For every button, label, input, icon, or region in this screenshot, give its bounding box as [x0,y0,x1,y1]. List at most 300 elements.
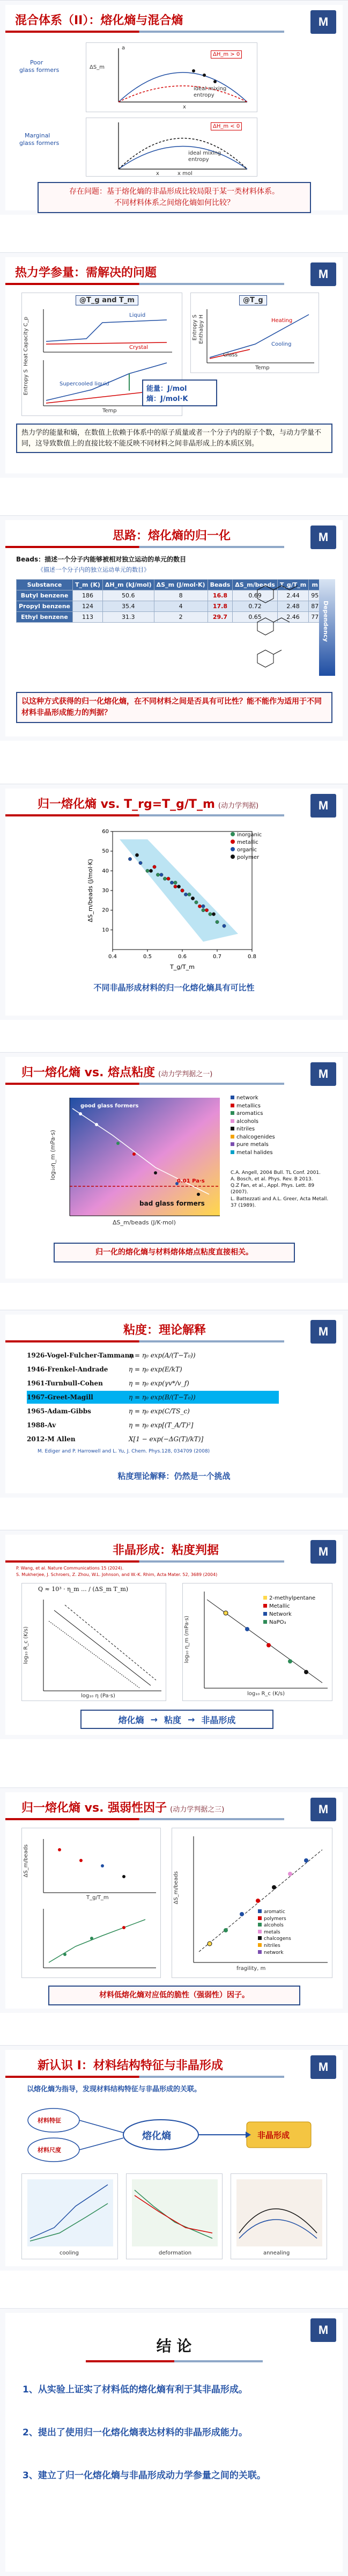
x-label: x [156,171,159,177]
data-point [266,1643,271,1647]
legend-item [263,1610,315,1618]
trg-legend [231,831,262,862]
cp-crystal-curve [46,342,167,344]
equation-name: 1946-Frenkel-Andrade [27,1366,108,1373]
supercooled-label: Supercooled liquid [60,381,109,387]
slide-title [21,1063,212,1080]
marginal-label: Marginal [25,132,50,139]
flow-glass: 非晶形成 [201,1714,236,1725]
scatter-point-polymer [191,896,194,900]
table-cell: 8 [154,590,208,601]
scatter-point-inorganic [209,913,212,916]
slide-title-main: 归一熔化熵 vs. T_rg=T_g/T_m [38,798,215,811]
logo: M [310,2318,336,2342]
slide-title: 非晶形成：粘度判据 [113,1544,219,1557]
legend-label: aromatic [264,1909,285,1915]
legend-label: nitriles [236,1126,255,1132]
edge-2 [79,2138,123,2150]
legend-item [263,1618,315,1626]
y-tick-label: 60 [102,829,109,835]
slide-fragility [0,1787,348,2013]
eta-rc-plot [182,1583,332,1701]
structure-plot-1 [21,2173,118,2259]
data-point [197,1193,200,1196]
slide-viscosity-criterion [0,1052,348,1283]
threshold-label: 0.01 Pa·s [177,1178,205,1184]
poor-label: Poor [30,59,43,66]
benzene-ring-2 [257,618,273,635]
data-point [79,1859,83,1862]
ethyl-chain [273,650,282,654]
legend-label: inorganic [237,832,262,838]
fragility-left-plots [21,1828,161,1978]
structure-plot-1-svg [22,2174,119,2260]
legend-item [231,1094,275,1103]
node-center: 熔化熵 [142,2130,171,2142]
note-line-2: 不同材料体系之间熔化熵如何比较？ [114,199,234,207]
legend-item [263,1602,315,1610]
table-cell: 0.65 [233,612,278,623]
legend-swatch [231,1142,234,1146]
slide-title-sub: (动力学判据之三) [170,1806,225,1814]
real-curve [119,86,247,102]
marginal-label-2: glass formers [19,140,60,147]
mixing-plot-bottom [19,118,257,177]
legend-label: metallics [236,1103,261,1109]
slide-title: 结 论 [156,2337,192,2355]
dependency-arrow [319,579,335,676]
scatter-point-organic [184,893,187,896]
plot-1-xlabel: cooling [60,2250,79,2256]
fragility-left-svg [22,1828,161,1979]
scatter-point-polymer [212,913,215,916]
table-cell: 50.6 [102,590,154,601]
flow-entropy: 熔化熵 [118,1714,144,1725]
y-tick-label: 50 [102,848,109,855]
table-cell: 186 [73,590,103,601]
equation-name: 1965-Adam-Gibbs [27,1407,91,1415]
legend-item [258,1909,291,1916]
viscosity-plot [48,1092,225,1232]
data-point [90,1937,93,1940]
legend-swatch [231,847,235,851]
molecule-svg [247,579,311,676]
logo: M [310,526,336,549]
viscosity-xlabel: ΔS_m/beads (J/K·mol) [113,1219,176,1226]
legend-swatch [231,832,235,836]
slide-body [5,2313,343,2572]
data-point [213,80,217,83]
legend-swatch [231,1150,234,1154]
legend-swatch [258,1930,262,1933]
molecule-column [247,579,311,676]
equation-row [27,1363,279,1376]
data-point [256,1899,260,1903]
legend-label: alcohols [264,1923,284,1929]
equation-row [27,1405,279,1418]
scatter-point-organic [160,873,163,876]
title-underline [5,283,284,285]
left-xlabel: T_g/T_m [86,1895,109,1901]
legend-swatch [263,1596,267,1600]
equation-name: 1961-Turnbull-Cohen [27,1380,103,1387]
title-underline [86,2360,263,2362]
data-point [101,1864,104,1867]
viscosity-legend [231,1094,275,1157]
slide-title: 新认识 I：材料结构特征与非晶形成 [38,2059,223,2073]
table-cell: Propyl benzene [17,601,73,612]
unit-entropy: 熵：J/mol·K [146,395,188,403]
table-cell: 4 [154,601,208,612]
glass-label: Glass [223,352,238,358]
data-point [122,1875,125,1878]
slide-conclusion [0,2308,348,2576]
legend-swatch [258,1909,262,1913]
legend-item [231,1126,275,1134]
legend-swatch [231,1096,234,1099]
ideal-curve [119,147,247,170]
legend-swatch [258,1916,262,1920]
legend-item [231,831,262,839]
benzene-ring-3 [257,650,273,667]
legend-label: Metallic [269,1603,290,1609]
legend-label: 2-methylpentane [269,1595,316,1601]
ideal-label-2: entropy [188,157,209,163]
slide-structure [0,2045,348,2271]
scatter-point-inorganic [146,869,149,872]
eta-xlabel: log₁₀ R_c (K/s) [247,1691,285,1697]
table-header-cell: ΔS_m/beads [233,580,278,590]
legend-swatch [231,1104,234,1107]
legend-swatch [258,1943,262,1947]
table-cell: 2.46 [277,612,308,623]
good-label: good glass formers [80,1103,139,1109]
right-ylabel: ΔS_m/beads [173,1871,179,1904]
slide-body [5,1057,343,1279]
structure-plot-3-svg [231,2174,328,2260]
data-point [304,1670,308,1674]
data-point [132,1152,136,1156]
ref-2: S. Mukherjee, J. Schroers, Z. Zhou, W.L. Johnson, and W.-K. Rhim, Acta Mater. 52, 3689 (2004) [16,1572,218,1577]
slide-body [5,5,343,210]
edge-1 [79,2120,123,2133]
liquid-curve [210,315,309,357]
plot-bg [132,2179,218,2246]
table-cell: 2.48 [277,601,308,612]
table-cell: 113 [73,612,103,623]
logo: M [310,1540,336,1564]
ideal-label: ideal mixing [194,86,227,92]
logo: M [310,10,336,34]
data-point [203,74,206,77]
plot-3-xlabel: annealing [263,2250,290,2256]
data-point [304,1858,308,1863]
table-cell: 0.69 [233,590,278,601]
scatter-point-inorganic [156,873,159,876]
legend-swatch [258,1936,262,1940]
data-point [58,1848,61,1851]
note-box [16,692,332,723]
flow-arrow-1: → [150,1714,158,1725]
trend-line-3 [49,1621,140,1688]
x-tick-label: 0.8 [248,954,256,960]
beads-sub-line: 《描述一个分子内的独立运动单元的数目》 [38,566,150,573]
eta-rc-legend [263,1594,315,1626]
slide-body [5,2050,343,2266]
fragility-right-plot [172,1828,332,1978]
legend-item [263,1594,315,1602]
legend-item [231,1141,275,1149]
x-axis-label: x mol [177,171,192,177]
gradient-field [70,1098,220,1216]
scatter-point-metallic [205,908,208,911]
scatter-point-organic [202,904,205,908]
slide-body [5,257,343,473]
poor-label-2: glass formers [19,67,60,74]
legend-label: pure metals [236,1142,269,1148]
dh-label: ΔH_m < 0 [211,122,242,130]
equation-row [27,1349,279,1362]
legend-item [231,1134,275,1142]
equation-row [27,1433,279,1446]
conclusion-item-3: 3、建立了归一化熔化熵与非晶形成动力学参量之间的关联。 [23,2470,266,2481]
note-line-1: 存在问题：基于熔化熵的非晶形成比较局限于某一类材料体系。 [69,187,279,196]
legend-swatch [263,1620,267,1624]
fragility-legend [258,1909,291,1956]
data-point [288,1872,292,1876]
data-point [224,1928,228,1932]
table-cell: 2.44 [277,590,308,601]
legend-item [231,854,262,862]
title-underline [5,1083,284,1085]
slide-title [21,1799,224,1815]
flow-chain [80,1710,273,1729]
y-tick-label: 20 [102,907,109,914]
equation-formula: η = η₀ exp[(T_A/T)²] [129,1421,194,1429]
slide-glass-formation-viscosity [0,1530,348,1739]
bad-label: bad glass formers [139,1200,205,1207]
scatter-point-inorganic [163,877,166,880]
note-text: 热力学的能量和熵，在数值上依赖于体系中的原子质量或者一个分子内的原子个数，与动力学量不同，这导致数值上的直接比较不能反映不同材料之间非晶形成上的本质区别。 [21,429,322,448]
equation-formula: η = η₀ exp(A/(T−T₀)) [129,1352,196,1359]
beads-line: Beads：描述一个分子内能够被相对独立运动的单元的数目 [16,556,187,563]
x-tick-label: 0.4 [108,954,117,960]
fragility-caption [48,1986,300,2005]
legend-item [258,1922,291,1929]
data-point [272,1885,276,1889]
data-point [240,1912,244,1916]
node-left-2: 材料尺度 [38,2147,61,2154]
legend-swatch [231,1119,234,1123]
structure-plot-2-svg [127,2174,223,2260]
right-xlabel: Temp [255,365,270,371]
right-tag: @T_g [239,295,267,305]
legend-label: organic [237,847,257,853]
conclusion-item-2: 2、提出了使用归一化熔化熵表达材料的非晶形成能力。 [23,2427,248,2438]
legend-label: Network [269,1611,292,1617]
slide-title: 粘度：理论解释 [123,1324,206,1337]
table-header-cell: Beads [208,580,233,590]
scatter-point-metallic [153,865,156,869]
table-cell: 0.72 [233,601,278,612]
equation-row [27,1377,279,1390]
table-cell: 77 [309,612,321,623]
ideal-curve [119,72,247,102]
scatter-point-organic [139,861,142,864]
data-point [288,1659,292,1663]
title-underline [5,546,284,548]
legend-label: network [264,1950,284,1955]
logo: M [310,262,336,286]
data-point [208,1942,212,1946]
eta-ylabel: log₁₀ η_m (mPa·s) [184,1616,190,1663]
legend-swatch [231,1127,234,1130]
scatter-point-inorganic [188,893,191,896]
legend-item [231,839,262,846]
scatter-point-polymer [135,853,138,857]
table-cell: 95 [309,590,321,601]
equation-name: 1988-Av [27,1421,56,1429]
legend-item [258,1929,291,1936]
y-label: ΔS_m [90,64,105,70]
equation-formula: η = η₀ exp(C/TS_c) [129,1407,190,1415]
equation-formula: η = η₀ exp(B/(T−T₀)) [129,1393,196,1401]
table-cell: 29.7 [208,612,233,623]
caption-text: 材料低熔化熵对应低的脆性（强弱性）因子。 [99,1991,249,1999]
legend-label: chalcogens [264,1936,291,1942]
node-right: 非晶形成 [257,2130,290,2140]
logo: M [310,1320,336,1344]
slide-body [5,1535,343,1735]
table-header-cell: T_m (K) [73,580,103,590]
butyl-chain [273,586,298,590]
crystal-label: Crystal [129,345,149,351]
equation-name: 1926-Vogel-Fulcher-Tammann [27,1352,135,1359]
fragility-right-svg [172,1828,333,1979]
structure-plot-3 [231,2173,327,2259]
table-cell: 35.4 [102,601,154,612]
legend-label: metal halides [236,1149,273,1156]
scatter-point-inorganic [174,881,177,884]
logo: M [310,1062,336,1086]
logo: M [310,2055,336,2079]
note-text: 以这种方式获得的归一化熔化熵，在不同材料之间是否具有可比性？能不能作为适用于不同材料非晶形成能力的判据？ [21,697,322,717]
legend-label: chalcogenides [236,1134,275,1140]
trg-caption: 不同非晶形成材料的归一化熔化熵具有可比性 [93,983,255,993]
slide-title-main: 归一熔化熵 vs. 熔点粘度 [21,1066,156,1079]
data-point [95,1123,98,1126]
data-point [154,1171,157,1174]
data-point [245,1627,249,1631]
unit-box [142,380,217,406]
viscosity-ylabel: log₁₀η_m (mPa·s) [49,1130,56,1180]
legend-label: NaPO₃ [269,1619,286,1625]
logo: M [310,1798,336,1821]
legend-swatch [258,1950,262,1954]
scatter-point-metallic [181,889,184,892]
structure-plot-2 [126,2173,223,2259]
legend-item [258,1943,291,1950]
cp-liquid-curve [46,320,167,341]
slide-body [5,520,343,736]
caption-text: 归一化的熔化熵与材料熔体熔点粘度直接相关。 [95,1248,253,1257]
data-point [122,1926,125,1929]
ideal-label: ideal mixing [188,150,221,156]
rc-svg [22,1583,167,1702]
legend-swatch [231,1111,234,1115]
x-axis-label: T_g/T_m [170,964,195,970]
slide-title: 热力学参量：需解决的问题 [15,266,157,280]
heating-label: Heating [271,318,293,324]
panel-label: a [122,45,125,51]
liquid-label: Liquid [129,312,146,318]
slide-title [38,795,258,812]
legend-swatch [263,1612,267,1616]
table-cell: Butyl benzene [17,590,73,601]
dh-label: ΔH_m > 0 [211,50,242,59]
y-tick-label: 10 [102,927,109,933]
slide-normalization [0,515,348,741]
scatter-point-metallic [174,885,177,888]
slide-body [5,1315,343,1493]
slide-trg [0,784,348,1020]
equation-formula: η = η₀ exp(γv*/v_f) [129,1380,189,1387]
right-xlabel: fragility, m [236,1966,266,1972]
equation-formula: X[1 − exp(−ΔG(T)/kT)] [129,1435,204,1443]
cooling-label: Cooling [271,341,292,347]
s-h-plot [190,293,319,373]
structure-subtitle: 以熔化熵为指导，发现材料结构特征与非晶形成的关联。 [27,2085,202,2093]
equation-name: 1967-Greet-Magill [27,1393,93,1401]
y-tick-label: 30 [102,888,109,894]
left-ylabel-2: Entropy S [23,369,29,396]
title-underline [5,2076,284,2078]
trend-line-1 [54,1610,151,1685]
legend-item [258,1936,291,1943]
slide-mixing-entropy [0,0,348,215]
legend-label: polymers [264,1916,286,1922]
benzene-ring-1 [257,586,273,603]
viscosity-caption [54,1243,295,1263]
slide-thermo-params [0,252,348,478]
table-header-cell: ΔS_m (J/mol·K) [154,580,208,590]
data-point [63,1953,66,1956]
slide-body [5,1792,343,2009]
unit-energy: 能量：J/mol [146,385,187,393]
table-cell: Ethyl benzene [17,612,73,623]
legend-swatch [231,855,235,859]
table-cell: 2 [154,612,208,623]
left-xlabel: Temp [102,408,117,414]
table-cell: 17.8 [208,601,233,612]
data-point [192,69,195,72]
plot-bg [236,2179,322,2246]
table-cell: 31.3 [102,612,154,623]
table-cell: 124 [73,601,103,612]
legend-label: metallic [237,840,258,845]
legend-item [231,846,262,854]
legend-label: metals [264,1929,280,1935]
data-point [116,1142,120,1145]
theory-ref: M. Ediger and P. Harrowell and L. Yu, J. Chem. Phys.128, 034709 (2008) [38,1449,210,1454]
legend-item [231,1103,275,1111]
equation-name: 2012-M Allen [27,1435,76,1443]
slide-title-sub: (动力学判据) [218,802,259,810]
x-tick-label: 0.7 [213,954,221,960]
slide-viscosity-theory [0,1310,348,1498]
data-point [224,1611,228,1615]
legend-item [231,1110,275,1118]
